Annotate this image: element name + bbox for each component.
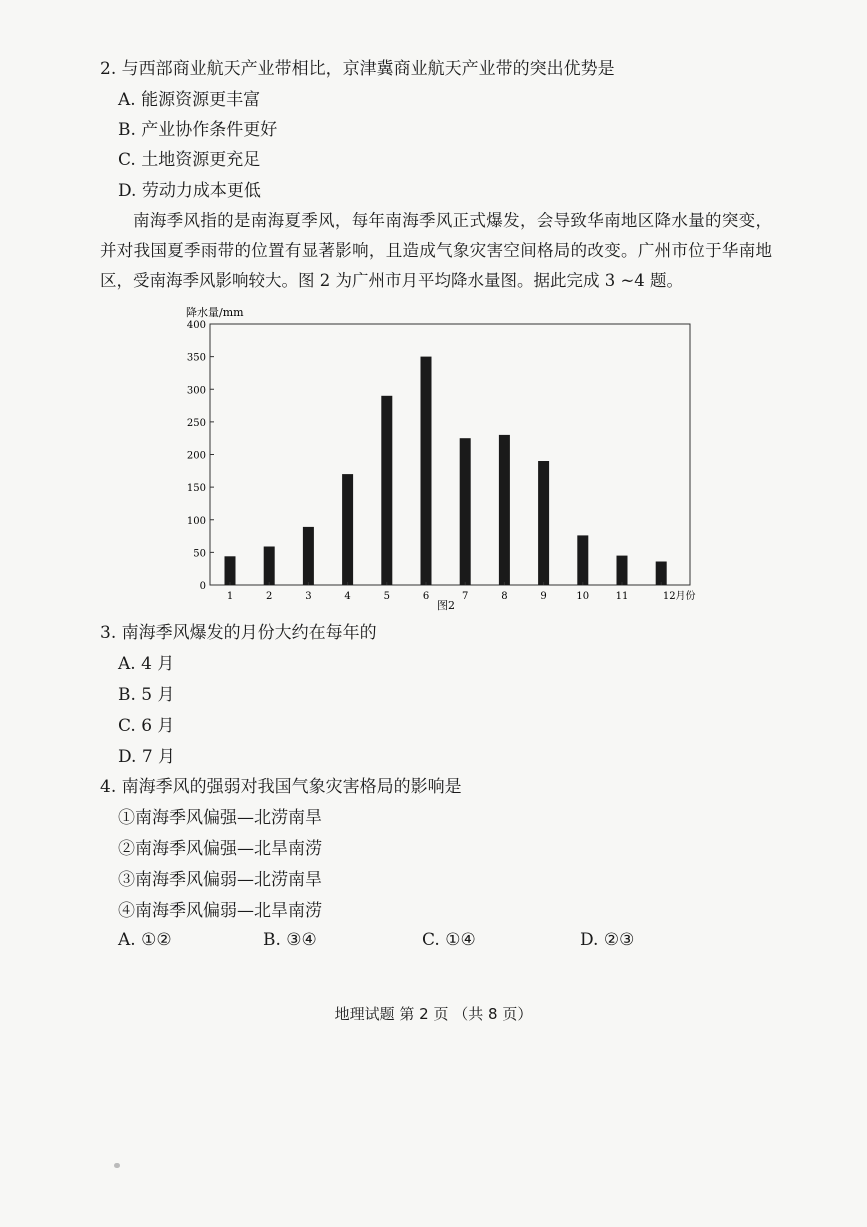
x-tick-label: 5 [383,591,390,602]
x-tick-label: 8 [501,591,508,602]
chart-ylabel: 降水量/mm [186,306,244,319]
x-tick-label: 1 [226,591,234,602]
y-tick-label: 200 [186,450,206,462]
question-4-choice-c: C. ①④ [422,930,476,950]
question-4-choice-b: B. ③④ [263,930,317,950]
y-tick-label: 150 [186,483,206,495]
chart-caption: 图2 [437,599,455,612]
question-3-option-a: A. 4 月 [118,654,175,674]
x-tick-label: 9 [540,591,547,602]
question-2-option-b: B. 产业协作条件更好 [118,120,278,140]
bar-month-2 [264,547,275,586]
y-tick-label: 50 [193,548,206,560]
bar-month-5 [381,396,392,585]
x-tick-label: 3 [305,591,312,602]
question-4-choices [118,930,718,952]
y-tick-label: 0 [199,581,206,592]
question-2-option-c: C. 土地资源更充足 [118,150,261,170]
x-tick-label: 11 [615,591,629,602]
bar-month-3 [303,527,314,585]
question-4-item-4: ④南海季风偏弱—北旱南涝 [118,901,322,921]
x-tick-label: 10 [576,591,590,602]
question-3-option-d: D. 7 月 [118,747,176,767]
question-4-choice-a: A. ①② [118,930,172,950]
scan-speck [114,1163,120,1168]
bar-month-7 [460,438,471,585]
y-tick-label: 250 [186,417,206,429]
plot-frame [210,324,690,585]
question-4-item-2: ②南海季风偏强—北旱南涝 [118,839,322,859]
bar-month-4 [342,474,353,585]
x-tick-label: 2 [266,591,273,602]
bar-month-12 [656,562,667,586]
y-tick-label: 100 [186,515,206,527]
question-4-stem: 4. 南海季风的强弱对我国气象灾害格局的影响是 [100,777,462,797]
passage-text: 南海季风指的是南海夏季风，每年南海季风正式爆发，会导致华南地区降水量的突变，并对我国夏季雨带的位置有显著影响，且造成气象灾害空间格局的改变。广州市位于华南地区，受南海季风影响较大。图 2 为广州市月平均降水量图。据此完成 3 ~4 题。 [100,211,772,290]
bar-month-9 [538,461,549,585]
bar-month-1 [225,556,236,585]
question-2-stem: 2. 与西部商业航天产业带相比，京津冀商业航天产业带的突出优势是 [100,59,615,79]
question-4-item-3: ③南海季风偏弱—北涝南旱 [118,870,322,890]
y-tick-label: 400 [186,320,206,331]
y-tick-label: 300 [186,385,206,397]
passage [100,206,772,296]
question-3-stem: 3. 南海季风爆发的月份大约在每年的 [100,623,377,643]
x-tick-label: 4 [344,591,351,602]
x-tick-label: 12月份 [662,591,696,602]
question-4-choice-d: D. ②③ [580,930,635,950]
x-tick-label: 6 [422,591,430,602]
question-2-option-d: D. 劳动力成本更低 [118,181,261,201]
precipitation-chart [180,302,700,620]
question-4-item-1: ①南海季风偏强—北涝南旱 [118,808,322,828]
chart-svg [180,302,700,620]
bar-month-6 [421,357,432,585]
question-3-option-c: C. 6 月 [118,716,175,736]
bars [225,357,667,585]
question-2-option-a: A. 能源资源更丰富 [118,90,261,110]
bar-month-10 [577,535,588,585]
x-tick-label: 7 [462,591,469,602]
bar-month-8 [499,435,510,585]
page-footer: 地理试题 第 2 页 （共 8 页） [334,1005,533,1023]
y-tick-label: 350 [186,352,206,364]
bar-month-11 [617,556,628,585]
question-3-option-b: B. 5 月 [118,685,175,705]
